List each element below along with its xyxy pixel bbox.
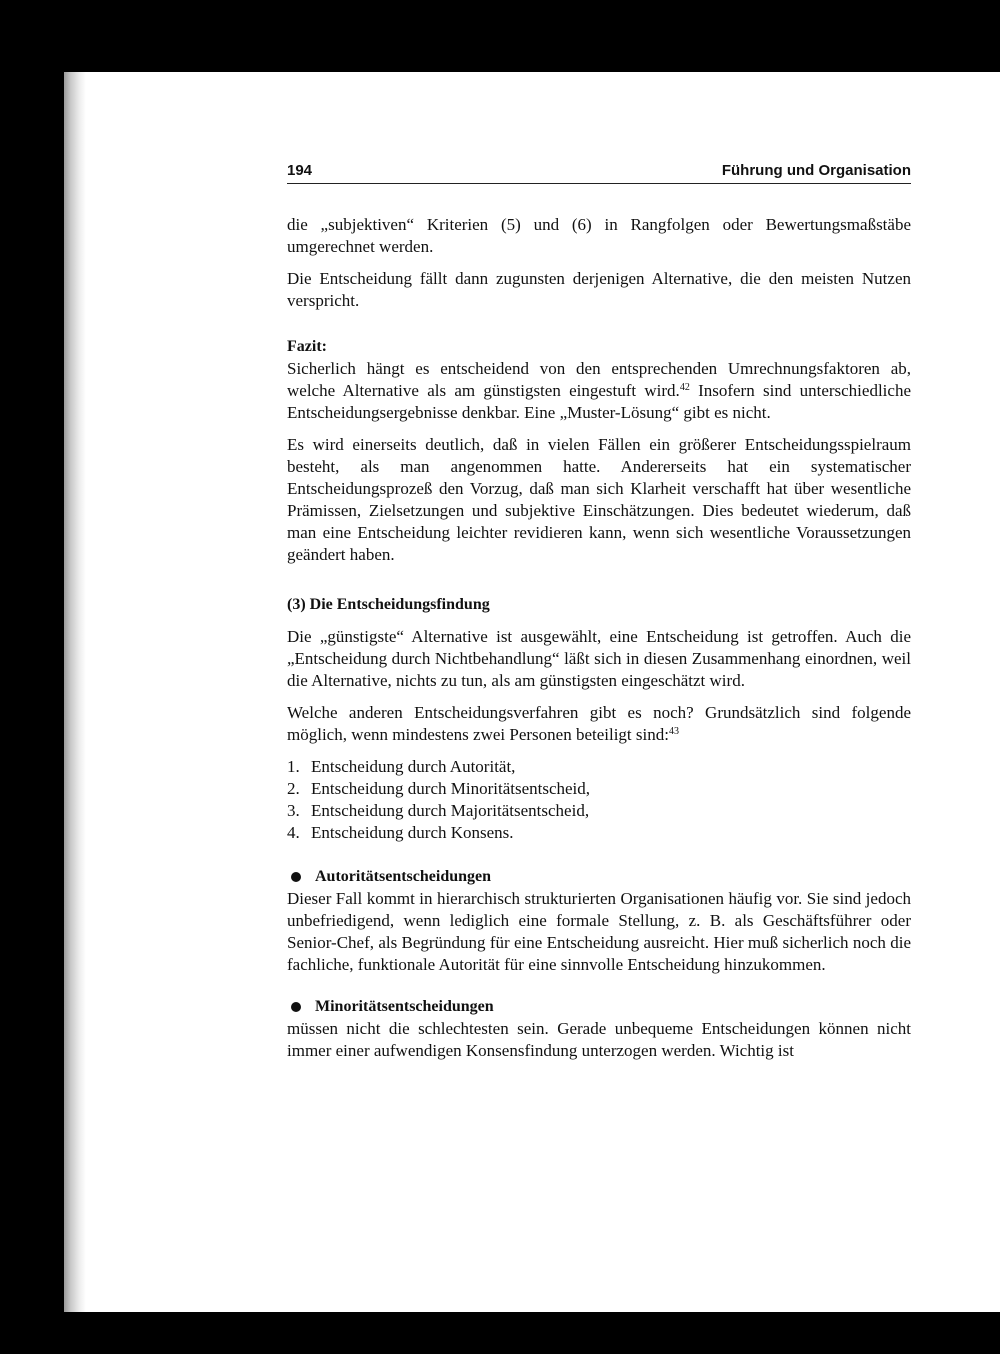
list-item-text: Entscheidung durch Konsens. [311, 823, 514, 842]
minoritaet-heading-text: Minoritätsentscheidungen [315, 998, 494, 1015]
running-header [287, 160, 911, 184]
footnote-ref-43: 43 [668, 726, 679, 737]
list-item-number: 1. [287, 757, 300, 776]
list-item-text: Entscheidung durch Minoritätsentscheid, [311, 779, 591, 798]
bullet-dot-icon [291, 1002, 301, 1012]
list-item [287, 778, 911, 800]
paragraph-4: Es wird einerseits deutlich, daß in vielen Fällen ein größerer Entscheidungsspielraum besteht, als man angenommen hatte. Andererseits hat ein systematischer Entscheidungsprozeß den Vorzug, daß man sich Klarheit verschafft hat über wesentliche Prämissen, Zielsetzungen und subjektive Einschätzungen. Dies bedeutet wiederum, daß man eine Entscheidung leichter revidieren kann, wenn sich wesentliche Voraussetzungen geändert haben. [287, 435, 911, 564]
bullet-dot-icon [291, 872, 301, 882]
list-item-number: 2. [287, 779, 300, 798]
list-item-text: Entscheidung durch Autorität, [311, 757, 516, 776]
running-title: Führung und Organisation [721, 162, 911, 179]
section-heading: (3) Die Entscheidungsfindung [287, 596, 490, 613]
paragraph-6-text: Welche anderen Entscheidungsverfahren gibt es noch? Grundsätzlich sind folgende möglich, wenn mindestens zwei Personen beteiligt sind: [287, 703, 911, 744]
fazit-heading: Fazit: [287, 338, 327, 355]
fazit-text-a: Sicherlich hängt es entscheidend von den entsprechenden Umrechnungsfaktoren ab, welche Alternative als am günstigsten eingestuft wird. [287, 359, 911, 400]
page-binding-shadow [64, 72, 86, 1312]
list-item-number: 3. [287, 801, 300, 820]
paragraph-1: die „subjektiven“ Kriterien (5) und (6) in Rangfolgen oder Bewertungsmaßstäbe umgerechnet werden. [287, 215, 911, 256]
list-item [287, 822, 911, 844]
footnote-ref-42: 42 [679, 382, 690, 393]
paragraph-fazit [287, 358, 911, 424]
minoritaet-paragraph: müssen nicht die schlechtesten sein. Gerade unbequeme Entscheidungen können nicht immer einer aufwendigen Konsensfindung unterzogen werden. Wichtig ist [287, 1019, 911, 1060]
autoritaet-paragraph: Dieser Fall kommt in hierarchisch strukturierten Organisationen häufig vor. Sie sind jedoch unbefriedigend, wenn lediglich eine formale Stellung, z. B. als Geschäftsführer oder Senior-Chef, als Begründung für eine Entscheidung ausreicht. Hier muß sicherlich noch die fachliche, funktionale Autorität für eine sinnvolle Entscheidung hinzukommen. [287, 889, 911, 974]
list-item [287, 800, 911, 822]
page-number: 194 [287, 162, 313, 179]
autoritaet-heading [287, 866, 911, 888]
autoritaet-heading-text: Autoritätsentscheidungen [315, 868, 492, 885]
page-content [287, 160, 911, 1062]
paragraph-2: Die Entscheidung fällt dann zugunsten derjenigen Alternative, die den meisten Nutzen verspricht. [287, 269, 911, 310]
paragraph-5: Die „günstigste“ Alternative ist ausgewählt, eine Entscheidung ist getroffen. Auch die „Entscheidung durch Nichtbehandlung“ läßt sich in diesen Zusammenhang einordnen, weil die Alternative, nichts zu tun, als am günstigsten eingeschätzt wird. [287, 627, 911, 690]
minoritaet-heading [287, 996, 911, 1018]
fazit-text-b: Insofern sind unterschiedliche Entscheidungsergebnisse denkbar. Eine „Muster-Lösung“ gibt es nicht. [287, 381, 911, 422]
list-item [287, 756, 911, 778]
paragraph-6 [287, 702, 911, 746]
procedures-list [287, 756, 911, 844]
list-item-text: Entscheidung durch Majoritätsentscheid, [311, 801, 590, 820]
list-item-number: 4. [287, 823, 300, 842]
